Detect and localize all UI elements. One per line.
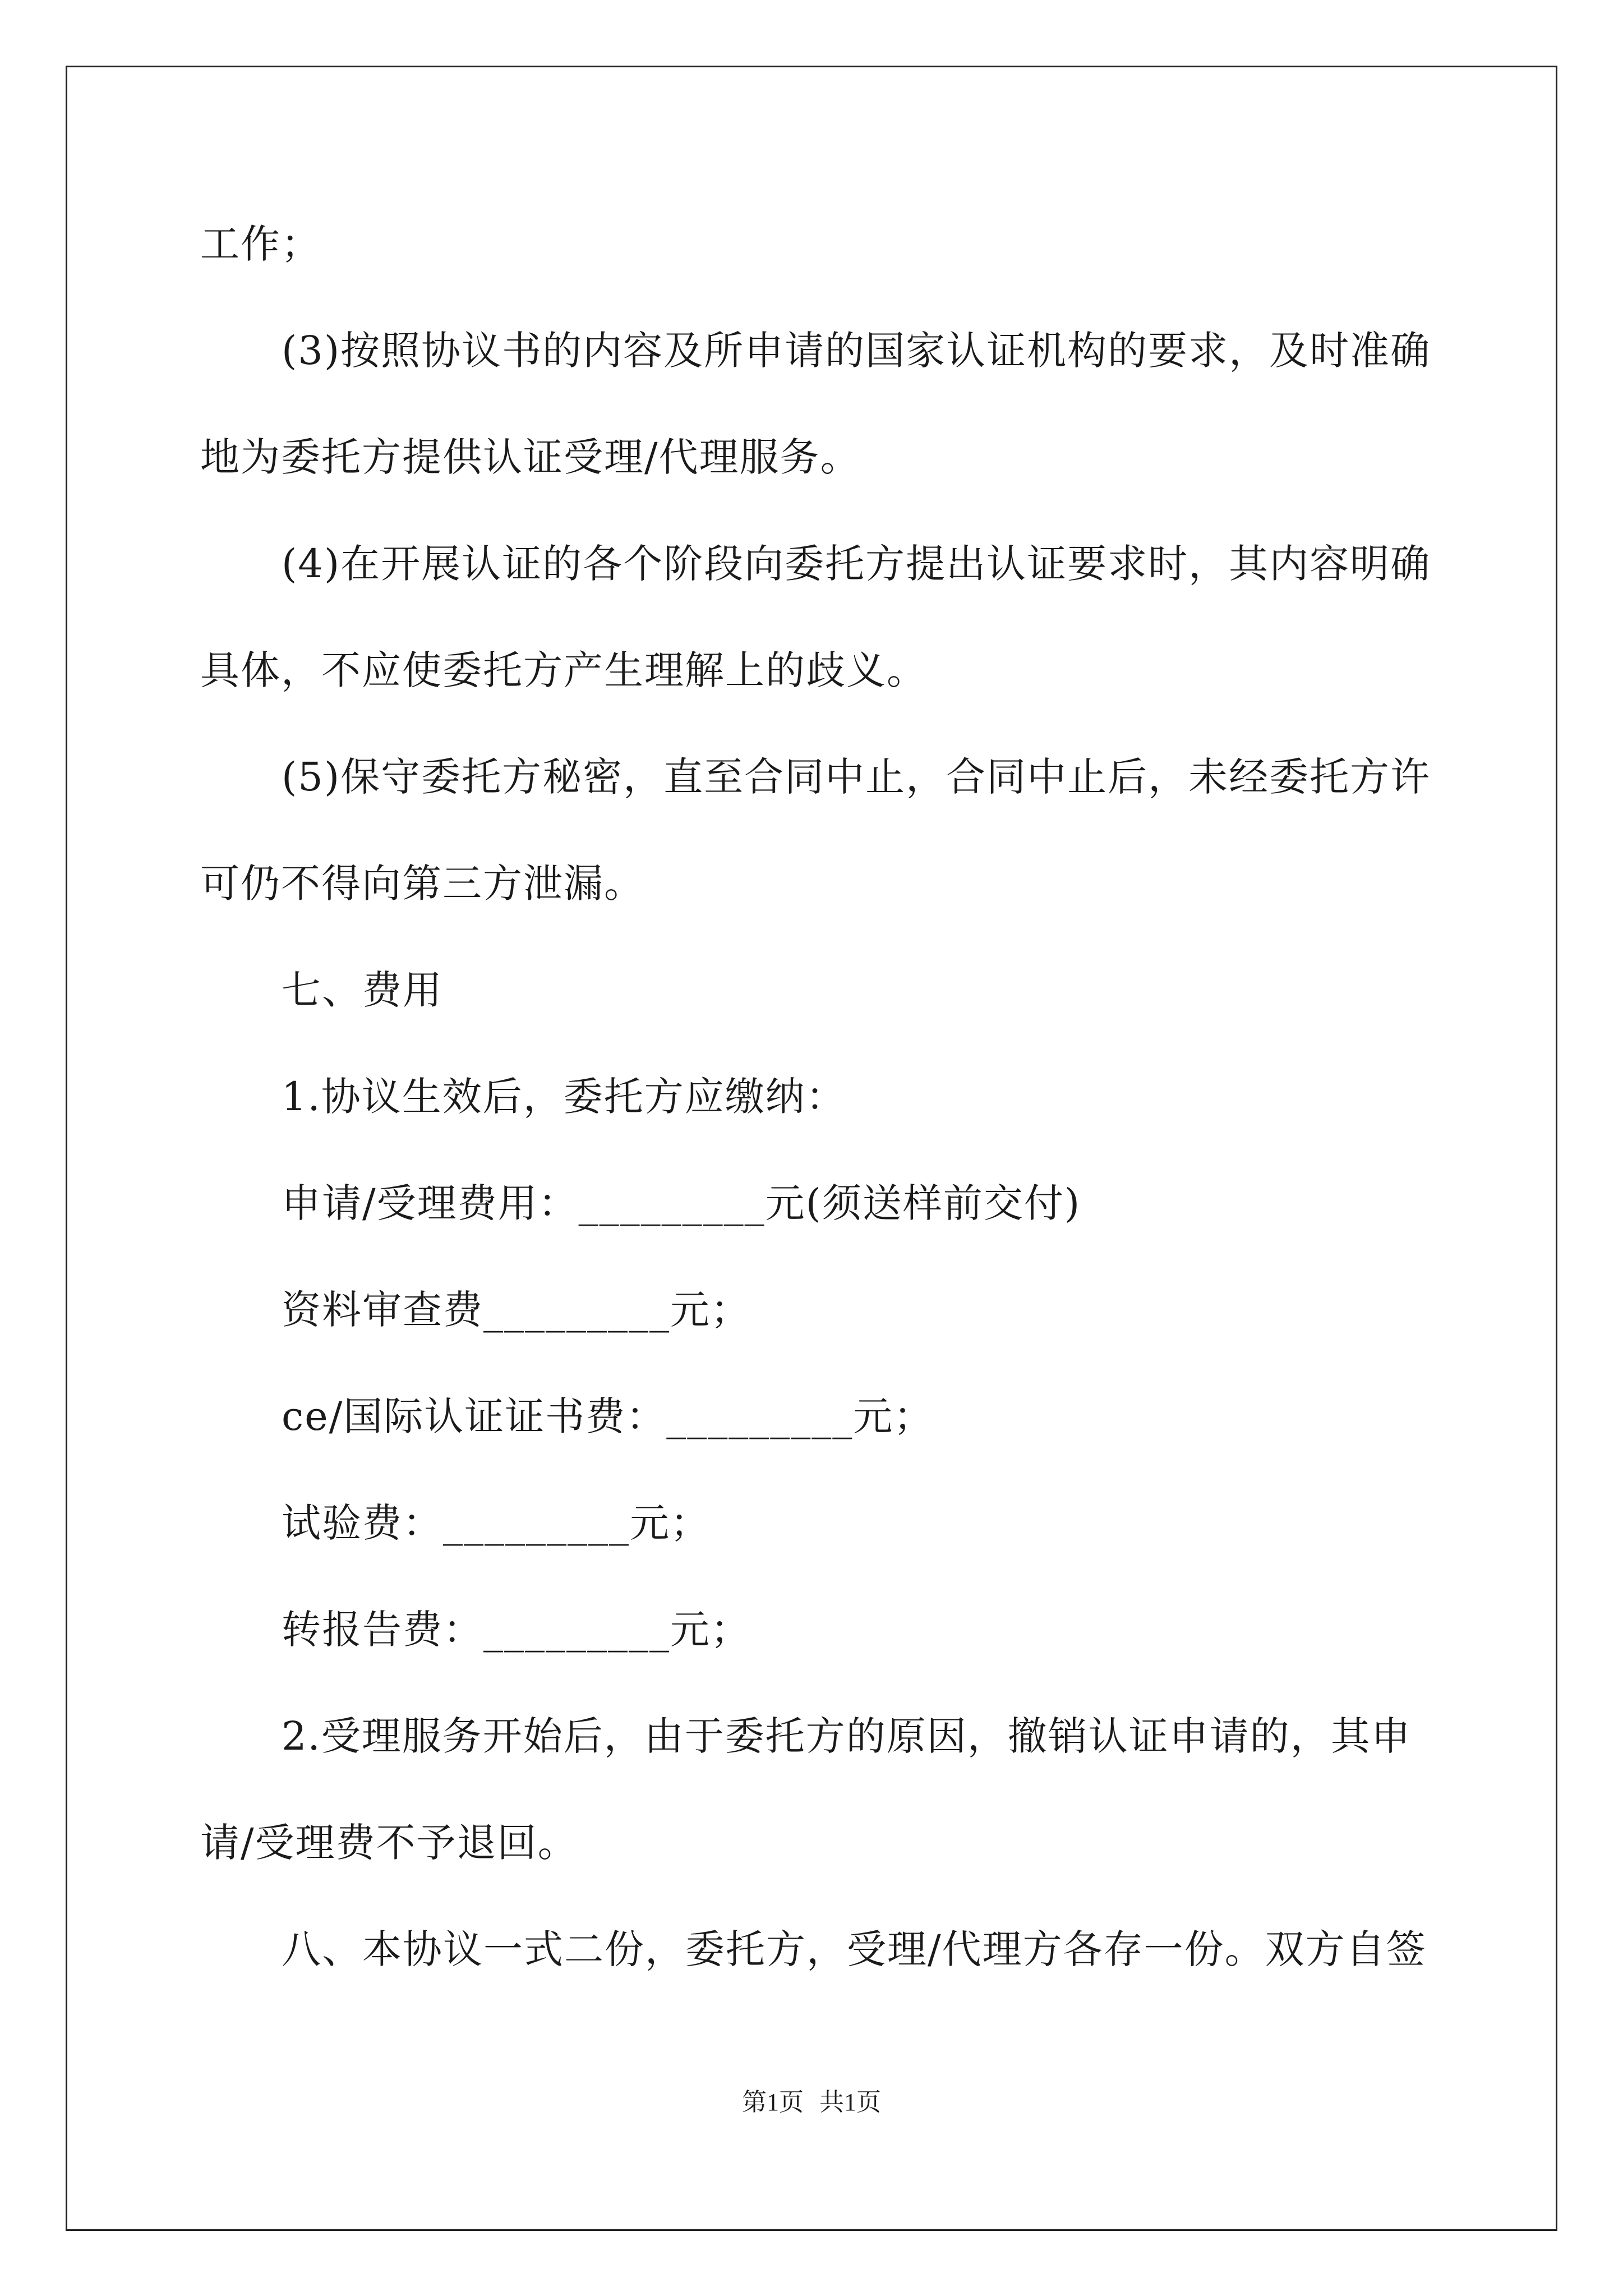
fee-line: 资料审查费_________元； <box>282 1287 751 1333</box>
section-heading: 八、本协议一式二份，委托方，受理/代理方各存一份。双方自签 <box>282 1926 1427 1972</box>
section-heading: 七、费用 <box>282 967 443 1013</box>
fee-line: ce/国际认证证书费：_________元； <box>282 1393 934 1439</box>
fee-line: 申请/受理费用：_________元(须送样前交付) <box>282 1180 1081 1226</box>
page-total: 共1页 <box>819 2088 881 2116</box>
fee-line: 试验费：_________元； <box>282 1500 711 1546</box>
text-line: 工作； <box>200 221 321 267</box>
text-line: 请/受理费不予退回。 <box>200 1820 578 1866</box>
text-line: (5)保守委托方秘密，直至合同中止，合同中止后，未经委托方许 <box>282 754 1431 800</box>
text-line: (4)在开展认证的各个阶段向委托方提出认证要求时，其内容明确 <box>282 541 1431 587</box>
page-footer <box>0 2086 1623 2119</box>
text-line: 1.协议生效后，委托方应缴纳： <box>282 1074 846 1120</box>
fee-line: 转报告费：_________元； <box>282 1607 751 1653</box>
page-border <box>66 66 1557 2231</box>
text-line: (3)按照协议书的内容及所申请的国家认证机构的要求，及时准确 <box>282 328 1431 374</box>
text-line: 具体，不应使委托方产生理解上的歧义。 <box>200 647 927 693</box>
text-line: 2.受理服务开始后，由于委托方的原因，撤销认证申请的，其申 <box>282 1713 1412 1759</box>
page-number: 第1页 <box>742 2088 804 2116</box>
text-line: 可仍不得向第三方泄漏。 <box>200 861 644 907</box>
text-line: 地为委托方提供认证受理/代理服务。 <box>200 434 861 480</box>
